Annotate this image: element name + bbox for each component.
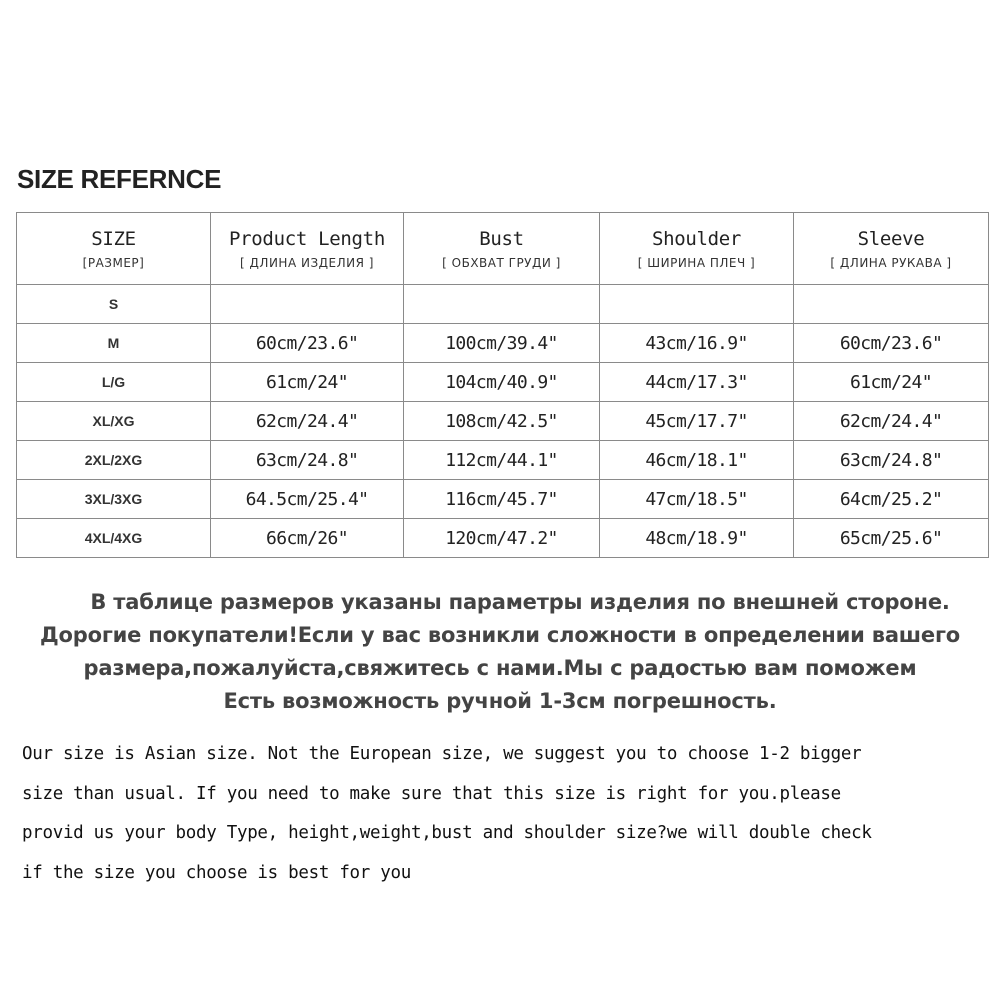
- english-notes: [22, 735, 992, 893]
- table-header-row: [17, 213, 989, 285]
- header-size: SIZE [РАЗМЕР]: [17, 213, 211, 285]
- ru-note-line: Дорогие покупатели!Если у вас возникли сложности в определении вашего: [40, 623, 960, 647]
- header-bust: Bust [ ОБХВАТ ГРУДИ ]: [404, 213, 600, 285]
- header-sleeve: Sleeve [ ДЛИНА РУКАВА ]: [794, 213, 989, 285]
- bust-cell: 100cm/39.4": [404, 324, 600, 363]
- length-cell: 66cm/26": [211, 519, 404, 558]
- sleeve-cell: 62cm/24.4": [794, 402, 989, 441]
- table-row: [17, 363, 989, 402]
- en-note-line: if the size you choose is best for you: [22, 862, 411, 883]
- shoulder-cell: [600, 285, 794, 324]
- shoulder-cell: 47cm/18.5": [600, 480, 794, 519]
- length-cell: 63cm/24.8": [211, 441, 404, 480]
- table-row: [17, 519, 989, 558]
- size-cell: 3XL/3XG: [17, 480, 211, 519]
- size-cell: XL/XG: [17, 402, 211, 441]
- size-cell: L/G: [17, 363, 211, 402]
- sleeve-cell: 60cm/23.6": [794, 324, 989, 363]
- header-shoulder: Shoulder [ ШИРИНА ПЛЕЧ ]: [600, 213, 794, 285]
- length-cell: 60cm/23.6": [211, 324, 404, 363]
- shoulder-cell: 44cm/17.3": [600, 363, 794, 402]
- en-note-line: provid us your body Type, height,weight,bust and shoulder size?we will double check: [22, 823, 872, 843]
- header-product-length: Product Length [ ДЛИНА ИЗДЕЛИЯ ]: [211, 213, 404, 285]
- sleeve-cell: 61cm/24": [794, 363, 989, 402]
- shoulder-cell: 43cm/16.9": [600, 324, 794, 363]
- bust-cell: 116cm/45.7": [404, 480, 600, 519]
- russian-notes: [0, 586, 1000, 718]
- table-row: [17, 480, 989, 519]
- length-cell: 61cm/24": [211, 363, 404, 402]
- sleeve-cell: 64cm/25.2": [794, 480, 989, 519]
- en-note-line: size than usual. If you need to make sure that this size is right for you.please: [22, 783, 841, 804]
- shoulder-cell: 46cm/18.1": [600, 441, 794, 480]
- length-cell: [211, 285, 404, 324]
- size-cell: 4XL/4XG: [17, 519, 211, 558]
- ru-note-line: Есть возможность ручной 1-3см погрешность.: [223, 689, 777, 713]
- table-row: [17, 441, 989, 480]
- bust-cell: 108cm/42.5": [404, 402, 600, 441]
- en-note-line: Our size is Asian size. Not the European size, we suggest you to choose 1-2 bigger: [22, 744, 862, 764]
- page-title: SIZE REFERNCE: [17, 164, 222, 194]
- shoulder-cell: 48cm/18.9": [600, 519, 794, 558]
- table-row: [17, 285, 989, 324]
- ru-note-line: В таблице размеров указаны параметры изделия по внешней стороне.: [90, 590, 950, 614]
- size-cell: M: [17, 324, 211, 363]
- sleeve-cell: 63cm/24.8": [794, 441, 989, 480]
- bust-cell: 112cm/44.1": [404, 441, 600, 480]
- size-table: [16, 212, 989, 558]
- sleeve-cell: 65cm/25.6": [794, 519, 989, 558]
- bust-cell: 104cm/40.9": [404, 363, 600, 402]
- sleeve-cell: [794, 285, 989, 324]
- length-cell: 62cm/24.4": [211, 402, 404, 441]
- bust-cell: 120cm/47.2": [404, 519, 600, 558]
- size-cell: S: [17, 285, 211, 324]
- table-row: [17, 324, 989, 363]
- shoulder-cell: 45cm/17.7": [600, 402, 794, 441]
- ru-note-line: размера,пожалуйста,свяжитесь с нами.Мы с радостью вам поможем: [83, 656, 917, 680]
- length-cell: 64.5cm/25.4": [211, 480, 404, 519]
- bust-cell: [404, 285, 600, 324]
- size-cell: 2XL/2XG: [17, 441, 211, 480]
- table-row: [17, 402, 989, 441]
